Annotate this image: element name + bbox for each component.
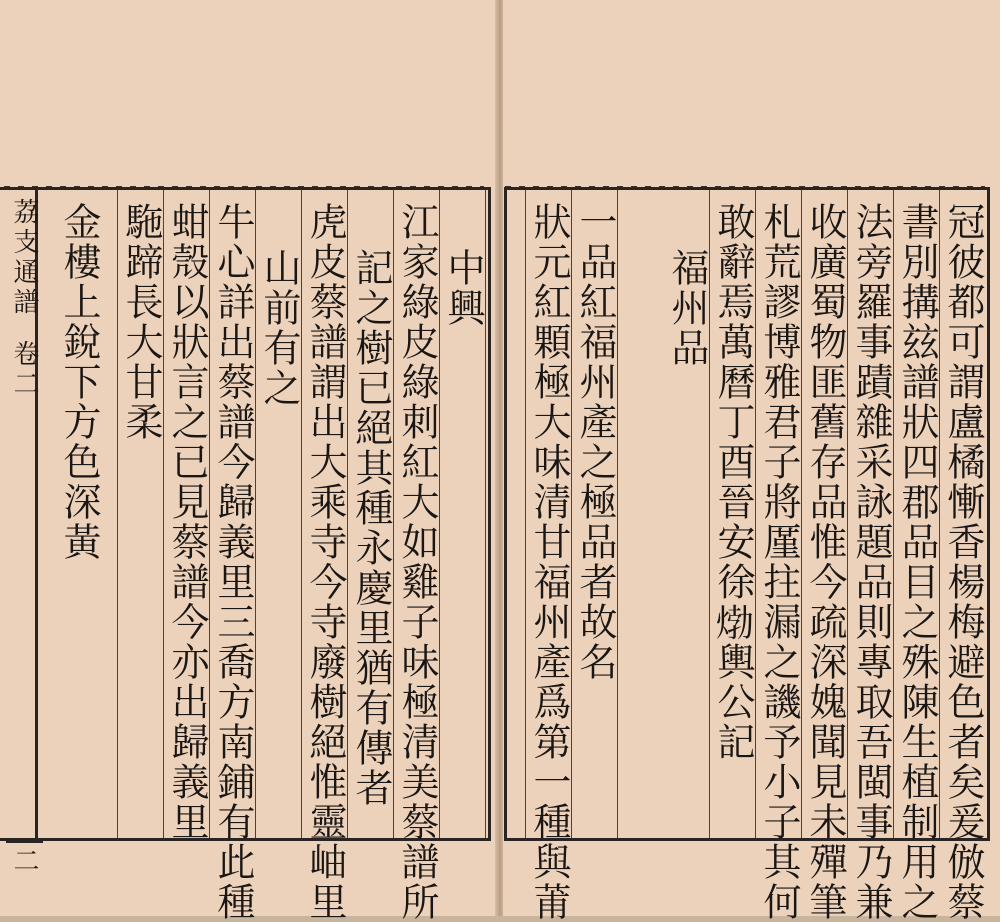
column-text: 冠彼都可謂盧橘慚香楊梅避色者矣爰倣蔡 — [941, 202, 985, 922]
right-text-frame — [504, 187, 990, 922]
text-column-blank — [507, 190, 526, 838]
column-text: 牛心詳出蔡譜今歸義里三喬方南鋪有此種 — [211, 202, 255, 922]
text-column — [710, 190, 756, 838]
section-heading: 中興 — [441, 248, 485, 328]
text-column — [210, 190, 256, 922]
volume-label: 卷二 — [9, 340, 39, 400]
text-column — [802, 190, 848, 922]
margin-column — [0, 190, 39, 873]
text-column — [894, 190, 940, 922]
column-text: 蚶殼以狀言之已見蔡譜今亦出歸義里 — [165, 202, 209, 842]
text-column — [38, 190, 118, 838]
text-column — [164, 190, 210, 842]
folio-number: 二 — [6, 840, 43, 873]
text-column — [940, 190, 986, 922]
column-text: 駞蹄長大甘柔 — [119, 202, 163, 442]
left-page — [0, 0, 497, 922]
column-text: 山前有之 — [257, 248, 301, 408]
text-column — [526, 190, 572, 922]
text-column — [440, 190, 486, 838]
book-title-margin: 荔支通譜 — [9, 198, 39, 318]
text-column — [302, 190, 348, 922]
section-heading: 福州品 — [665, 248, 709, 368]
column-text: 收廣蜀物匪舊存品惟今疏深媿聞見未殫筆 — [803, 202, 847, 922]
text-column — [256, 190, 302, 838]
column-text: 一品紅福州產之極品者故名 — [573, 202, 617, 682]
column-text: 虎皮蔡譜謂出大乘寺今寺廢樹絕惟靈岫里 — [303, 202, 347, 922]
column-text: 敢辭焉萬曆丁酉晉安徐𤊹輿公記 — [711, 202, 755, 762]
column-text: 記之樹已絕其種永慶里猶有傳者 — [349, 248, 393, 808]
text-column — [664, 190, 710, 838]
text-column — [118, 190, 164, 838]
left-text-frame — [0, 187, 491, 922]
column-text: 狀元紅顆極大味清甘福州產爲第一種與莆 — [527, 202, 571, 922]
column-text: 江家綠皮綠刺紅大如雞子味極清美蔡譜所 — [395, 202, 439, 922]
text-column — [394, 190, 440, 922]
column-text: 金樓上銳下方色深黃 — [57, 202, 101, 562]
text-column — [348, 190, 394, 838]
column-text: 法旁羅事蹟雜采詠題品則專取吾閩事乃兼 — [849, 202, 893, 922]
text-column — [848, 190, 894, 922]
text-column — [756, 190, 802, 922]
text-column — [572, 190, 618, 838]
column-text: 書別搆玆譜狀四郡品目之殊陳生植制用之 — [895, 202, 939, 922]
column-text: 札荒謬博雅君子將厪拄漏之譏予小子其何 — [757, 202, 801, 922]
